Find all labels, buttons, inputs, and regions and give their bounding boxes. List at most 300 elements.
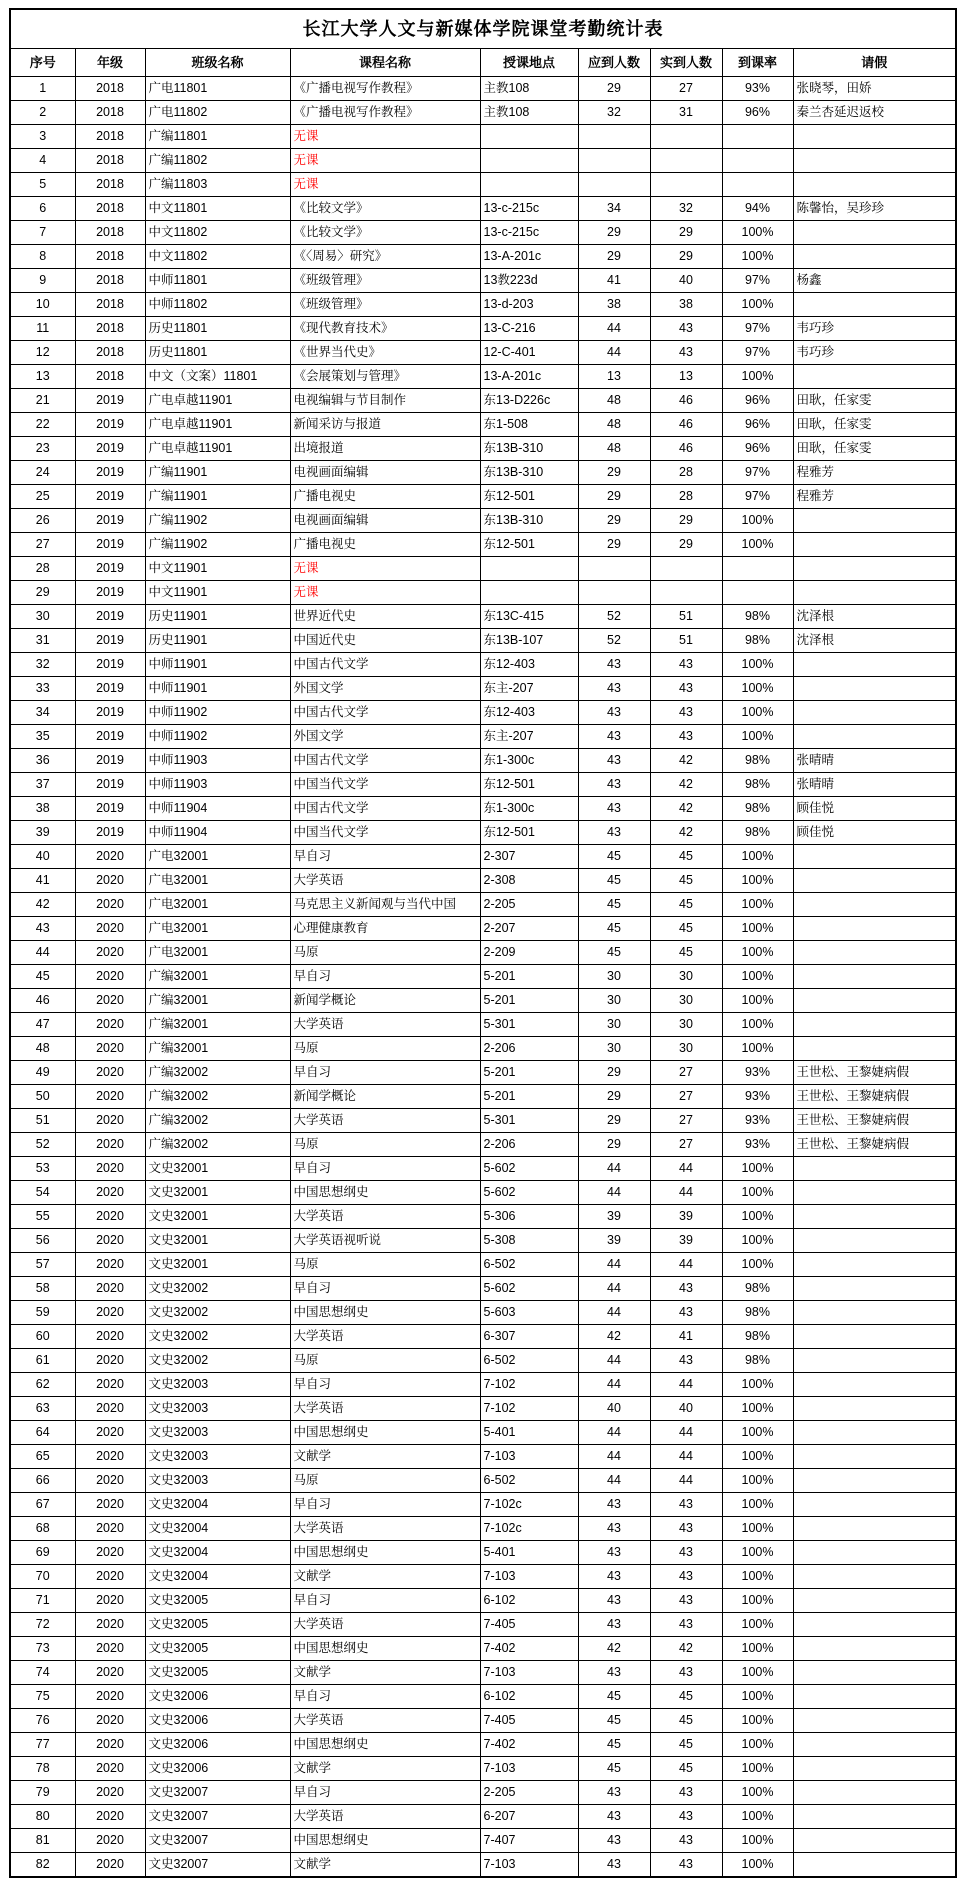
table-cell-index: 46 bbox=[10, 989, 75, 1013]
table-cell-course-name: 文献学 bbox=[290, 1661, 480, 1685]
table-cell-index: 73 bbox=[10, 1637, 75, 1661]
table-cell-course-name: 出境报道 bbox=[290, 437, 480, 461]
table-cell-leave bbox=[793, 1733, 956, 1757]
table-cell-expected-count: 43 bbox=[578, 773, 650, 797]
table-cell-index: 24 bbox=[10, 461, 75, 485]
table-cell-attendance-rate: 100% bbox=[722, 1517, 793, 1541]
table-cell-attendance-rate: 96% bbox=[722, 413, 793, 437]
table-cell-class-name: 文史32007 bbox=[145, 1781, 290, 1805]
attendance-sheet bbox=[9, 8, 957, 1878]
table-cell-attendance-rate: 100% bbox=[722, 1493, 793, 1517]
table-cell-attendance-rate: 100% bbox=[722, 701, 793, 725]
table-cell-grade: 2020 bbox=[75, 989, 145, 1013]
table-cell-index: 35 bbox=[10, 725, 75, 749]
table-cell-index: 39 bbox=[10, 821, 75, 845]
table-cell-leave bbox=[793, 941, 956, 965]
table-cell-leave: 秦兰杏延迟返校 bbox=[793, 101, 956, 125]
table-row bbox=[10, 461, 956, 485]
table-cell-location: 7-103 bbox=[480, 1853, 578, 1878]
table-cell-attendance-rate: 97% bbox=[722, 485, 793, 509]
table-cell-grade: 2018 bbox=[75, 317, 145, 341]
table-cell-course-name: 无课 bbox=[290, 125, 480, 149]
table-cell-location bbox=[480, 125, 578, 149]
table-cell-attendance-rate: 100% bbox=[722, 1637, 793, 1661]
table-cell-class-name: 广电32001 bbox=[145, 917, 290, 941]
table-cell-course-name: 电视编辑与节目制作 bbox=[290, 389, 480, 413]
table-cell-location: 5-301 bbox=[480, 1013, 578, 1037]
table-cell-location: 7-402 bbox=[480, 1733, 578, 1757]
table-cell-class-name: 文史32002 bbox=[145, 1325, 290, 1349]
table-cell-index: 10 bbox=[10, 293, 75, 317]
table-row bbox=[10, 1181, 956, 1205]
table-cell-course-name: 中国思想纲史 bbox=[290, 1301, 480, 1325]
table-cell-location: 5-201 bbox=[480, 965, 578, 989]
table-row bbox=[10, 1709, 956, 1733]
table-cell-class-name: 文史32006 bbox=[145, 1757, 290, 1781]
table-cell-course-name: 中国古代文学 bbox=[290, 653, 480, 677]
table-cell-attendance-rate: 93% bbox=[722, 1133, 793, 1157]
table-cell-grade: 2020 bbox=[75, 1421, 145, 1445]
table-cell-class-name: 文史32005 bbox=[145, 1661, 290, 1685]
table-cell-expected-count: 45 bbox=[578, 845, 650, 869]
table-cell-location bbox=[480, 581, 578, 605]
table-cell-actual-count: 43 bbox=[650, 1517, 722, 1541]
table-cell-grade: 2018 bbox=[75, 245, 145, 269]
table-cell-attendance-rate: 100% bbox=[722, 1709, 793, 1733]
table-cell-index: 44 bbox=[10, 941, 75, 965]
table-cell-attendance-rate: 100% bbox=[722, 1805, 793, 1829]
table-cell-course-name: 早自习 bbox=[290, 1493, 480, 1517]
table-cell-leave: 田耿，任家雯 bbox=[793, 413, 956, 437]
table-cell-attendance-rate: 100% bbox=[722, 1781, 793, 1805]
table-cell-attendance-rate: 100% bbox=[722, 1037, 793, 1061]
table-cell-actual-count: 29 bbox=[650, 221, 722, 245]
table-cell-index: 49 bbox=[10, 1061, 75, 1085]
table-cell-actual-count bbox=[650, 173, 722, 197]
table-cell-course-name: 马原 bbox=[290, 1133, 480, 1157]
table-cell-course-name: 中国思想纲史 bbox=[290, 1733, 480, 1757]
table-cell-course-name: 早自习 bbox=[290, 1061, 480, 1085]
table-cell-leave bbox=[793, 1469, 956, 1493]
table-cell-actual-count: 42 bbox=[650, 821, 722, 845]
table-cell-grade: 2019 bbox=[75, 533, 145, 557]
table-cell-index: 58 bbox=[10, 1277, 75, 1301]
table-cell-attendance-rate bbox=[722, 581, 793, 605]
table-cell-grade: 2018 bbox=[75, 173, 145, 197]
table-cell-grade: 2020 bbox=[75, 869, 145, 893]
table-cell-grade: 2020 bbox=[75, 1013, 145, 1037]
table-cell-class-name: 文史32002 bbox=[145, 1349, 290, 1373]
table-row bbox=[10, 485, 956, 509]
table-cell-grade: 2020 bbox=[75, 1397, 145, 1421]
table-row bbox=[10, 1541, 956, 1565]
table-cell-attendance-rate: 100% bbox=[722, 1661, 793, 1685]
table-cell-actual-count: 46 bbox=[650, 389, 722, 413]
table-cell-class-name: 广电11801 bbox=[145, 77, 290, 101]
table-cell-course-name: 马原 bbox=[290, 1253, 480, 1277]
table-row bbox=[10, 341, 956, 365]
table-cell-actual-count: 30 bbox=[650, 1013, 722, 1037]
table-cell-leave bbox=[793, 1589, 956, 1613]
table-cell-attendance-rate: 100% bbox=[722, 293, 793, 317]
table-row bbox=[10, 557, 956, 581]
table-cell-index: 59 bbox=[10, 1301, 75, 1325]
table-cell-expected-count: 43 bbox=[578, 701, 650, 725]
table-cell-expected-count: 39 bbox=[578, 1205, 650, 1229]
table-cell-course-name: 早自习 bbox=[290, 1277, 480, 1301]
table-cell-course-name: 早自习 bbox=[290, 1781, 480, 1805]
table-cell-expected-count: 43 bbox=[578, 1541, 650, 1565]
table-cell-index: 52 bbox=[10, 1133, 75, 1157]
table-cell-class-name: 广电32001 bbox=[145, 869, 290, 893]
table-cell-leave bbox=[793, 293, 956, 317]
table-cell-expected-count: 29 bbox=[578, 533, 650, 557]
table-cell-course-name: 《〈周易〉研究》 bbox=[290, 245, 480, 269]
table-cell-index: 61 bbox=[10, 1349, 75, 1373]
table-cell-attendance-rate: 100% bbox=[722, 1853, 793, 1878]
table-cell-index: 25 bbox=[10, 485, 75, 509]
column-header-class-name: 班级名称 bbox=[145, 49, 290, 77]
table-cell-grade: 2018 bbox=[75, 125, 145, 149]
table-cell-index: 6 bbox=[10, 197, 75, 221]
table-cell-leave bbox=[793, 581, 956, 605]
table-cell-index: 77 bbox=[10, 1733, 75, 1757]
table-cell-leave bbox=[793, 653, 956, 677]
table-cell-course-name: 大学英语 bbox=[290, 1517, 480, 1541]
table-cell-class-name: 文史32003 bbox=[145, 1469, 290, 1493]
table-cell-class-name: 文史32002 bbox=[145, 1277, 290, 1301]
table-cell-location: 7-103 bbox=[480, 1445, 578, 1469]
table-cell-expected-count: 48 bbox=[578, 389, 650, 413]
table-cell-location: 5-602 bbox=[480, 1181, 578, 1205]
table-cell-actual-count: 43 bbox=[650, 317, 722, 341]
table-cell-index: 30 bbox=[10, 605, 75, 629]
table-cell-location: 东1-508 bbox=[480, 413, 578, 437]
table-cell-actual-count: 44 bbox=[650, 1445, 722, 1469]
table-cell-expected-count: 30 bbox=[578, 1037, 650, 1061]
table-cell-leave bbox=[793, 245, 956, 269]
table-cell-grade: 2019 bbox=[75, 653, 145, 677]
table-cell-location: 7-407 bbox=[480, 1829, 578, 1853]
table-cell-grade: 2018 bbox=[75, 101, 145, 125]
table-cell-expected-count: 29 bbox=[578, 221, 650, 245]
table-cell-location: 6-307 bbox=[480, 1325, 578, 1349]
table-cell-attendance-rate: 100% bbox=[722, 221, 793, 245]
table-cell-grade: 2020 bbox=[75, 1109, 145, 1133]
table-cell-location: 7-103 bbox=[480, 1565, 578, 1589]
table-cell-actual-count: 28 bbox=[650, 461, 722, 485]
table-row bbox=[10, 197, 956, 221]
table-cell-expected-count: 38 bbox=[578, 293, 650, 317]
table-cell-actual-count: 29 bbox=[650, 533, 722, 557]
table-row bbox=[10, 629, 956, 653]
table-cell-index: 64 bbox=[10, 1421, 75, 1445]
table-cell-index: 4 bbox=[10, 149, 75, 173]
table-cell-leave bbox=[793, 1637, 956, 1661]
table-cell-actual-count: 43 bbox=[650, 1349, 722, 1373]
table-cell-actual-count: 27 bbox=[650, 1061, 722, 1085]
table-cell-actual-count: 31 bbox=[650, 101, 722, 125]
table-cell-leave bbox=[793, 173, 956, 197]
table-cell-actual-count: 43 bbox=[650, 1589, 722, 1613]
table-cell-class-name: 中师11802 bbox=[145, 293, 290, 317]
table-cell-leave: 杨鑫 bbox=[793, 269, 956, 293]
table-cell-attendance-rate: 100% bbox=[722, 869, 793, 893]
table-row bbox=[10, 1349, 956, 1373]
table-cell-grade: 2019 bbox=[75, 437, 145, 461]
table-cell-location: 5-401 bbox=[480, 1541, 578, 1565]
table-row bbox=[10, 1421, 956, 1445]
table-row bbox=[10, 1397, 956, 1421]
table-cell-actual-count: 44 bbox=[650, 1253, 722, 1277]
table-row bbox=[10, 533, 956, 557]
table-cell-grade: 2019 bbox=[75, 821, 145, 845]
table-cell-index: 60 bbox=[10, 1325, 75, 1349]
table-cell-expected-count bbox=[578, 149, 650, 173]
table-cell-leave bbox=[793, 1373, 956, 1397]
table-cell-course-name: 中国思想纲史 bbox=[290, 1829, 480, 1853]
table-cell-location: 主教108 bbox=[480, 101, 578, 125]
table-cell-class-name: 中师11901 bbox=[145, 653, 290, 677]
table-cell-actual-count: 41 bbox=[650, 1325, 722, 1349]
table-row bbox=[10, 821, 956, 845]
title-row bbox=[10, 9, 956, 49]
table-cell-actual-count: 43 bbox=[650, 701, 722, 725]
table-row bbox=[10, 653, 956, 677]
table-cell-course-name: 文献学 bbox=[290, 1445, 480, 1469]
table-cell-leave: 韦巧珍 bbox=[793, 317, 956, 341]
table-row bbox=[10, 1157, 956, 1181]
table-cell-location: 13-d-203 bbox=[480, 293, 578, 317]
table-row bbox=[10, 317, 956, 341]
table-cell-leave: 程雅芳 bbox=[793, 461, 956, 485]
table-cell-grade: 2018 bbox=[75, 149, 145, 173]
table-cell-actual-count: 29 bbox=[650, 245, 722, 269]
table-cell-class-name: 中文11801 bbox=[145, 197, 290, 221]
table-cell-attendance-rate: 93% bbox=[722, 1109, 793, 1133]
table-cell-leave: 程雅芳 bbox=[793, 485, 956, 509]
table-row bbox=[10, 797, 956, 821]
table-cell-attendance-rate: 93% bbox=[722, 77, 793, 101]
table-cell-grade: 2020 bbox=[75, 1685, 145, 1709]
column-header-grade: 年级 bbox=[75, 49, 145, 77]
table-cell-class-name: 中文（文案）11801 bbox=[145, 365, 290, 389]
table-cell-location: 13-c-215c bbox=[480, 197, 578, 221]
table-cell-course-name: 中国思想纲史 bbox=[290, 1421, 480, 1445]
table-cell-course-name: 早自习 bbox=[290, 1589, 480, 1613]
table-cell-leave bbox=[793, 869, 956, 893]
table-cell-actual-count: 46 bbox=[650, 413, 722, 437]
table-cell-course-name: 中国思想纲史 bbox=[290, 1541, 480, 1565]
table-cell-grade: 2019 bbox=[75, 389, 145, 413]
table-cell-course-name: 中国古代文学 bbox=[290, 701, 480, 725]
table-cell-actual-count: 30 bbox=[650, 989, 722, 1013]
table-cell-class-name: 中文11802 bbox=[145, 221, 290, 245]
table-cell-attendance-rate: 100% bbox=[722, 533, 793, 557]
table-cell-class-name: 中文11802 bbox=[145, 245, 290, 269]
table-cell-grade: 2020 bbox=[75, 845, 145, 869]
column-header-attendance-rate: 到课率 bbox=[722, 49, 793, 77]
table-cell-actual-count: 43 bbox=[650, 341, 722, 365]
table-cell-actual-count: 27 bbox=[650, 1109, 722, 1133]
table-cell-leave bbox=[793, 509, 956, 533]
table-cell-expected-count: 45 bbox=[578, 1733, 650, 1757]
table-cell-actual-count: 43 bbox=[650, 725, 722, 749]
table-cell-class-name: 广编32002 bbox=[145, 1085, 290, 1109]
table-cell-index: 55 bbox=[10, 1205, 75, 1229]
table-cell-expected-count: 29 bbox=[578, 461, 650, 485]
table-cell-actual-count: 43 bbox=[650, 653, 722, 677]
table-cell-course-name: 心理健康教育 bbox=[290, 917, 480, 941]
table-cell-location: 5-401 bbox=[480, 1421, 578, 1445]
table-cell-grade: 2019 bbox=[75, 581, 145, 605]
table-cell-expected-count: 43 bbox=[578, 653, 650, 677]
table-cell-location: 6-102 bbox=[480, 1685, 578, 1709]
table-cell-index: 7 bbox=[10, 221, 75, 245]
table-row bbox=[10, 125, 956, 149]
table-cell-course-name: 早自习 bbox=[290, 965, 480, 989]
table-cell-actual-count bbox=[650, 581, 722, 605]
table-cell-location: 东13-D226c bbox=[480, 389, 578, 413]
table-cell-location: 13-C-216 bbox=[480, 317, 578, 341]
table-cell-course-name: 广播电视史 bbox=[290, 485, 480, 509]
table-cell-attendance-rate: 100% bbox=[722, 1541, 793, 1565]
table-cell-leave: 王世松、王黎婕病假 bbox=[793, 1061, 956, 1085]
table-cell-location: 东13B-107 bbox=[480, 629, 578, 653]
table-cell-leave: 沈泽根 bbox=[793, 629, 956, 653]
table-cell-class-name: 文史32006 bbox=[145, 1709, 290, 1733]
table-cell-index: 66 bbox=[10, 1469, 75, 1493]
table-cell-class-name: 中师11902 bbox=[145, 701, 290, 725]
table-cell-leave bbox=[793, 1397, 956, 1421]
table-cell-location: 5-602 bbox=[480, 1157, 578, 1181]
table-cell-actual-count: 42 bbox=[650, 1637, 722, 1661]
table-cell-class-name: 中师11904 bbox=[145, 797, 290, 821]
table-cell-course-name: 世界近代史 bbox=[290, 605, 480, 629]
table-cell-index: 53 bbox=[10, 1157, 75, 1181]
table-cell-grade: 2020 bbox=[75, 1373, 145, 1397]
table-cell-course-name: 早自习 bbox=[290, 1157, 480, 1181]
table-cell-expected-count: 44 bbox=[578, 317, 650, 341]
table-cell-leave bbox=[793, 989, 956, 1013]
table-cell-attendance-rate: 100% bbox=[722, 1613, 793, 1637]
table-cell-grade: 2020 bbox=[75, 965, 145, 989]
table-cell-location: 12-C-401 bbox=[480, 341, 578, 365]
table-cell-course-name: 马原 bbox=[290, 941, 480, 965]
table-cell-location bbox=[480, 557, 578, 581]
table-row bbox=[10, 1037, 956, 1061]
table-cell-attendance-rate: 100% bbox=[722, 1157, 793, 1181]
table-cell-actual-count: 45 bbox=[650, 869, 722, 893]
table-cell-course-name: 《世界当代史》 bbox=[290, 341, 480, 365]
table-cell-grade: 2019 bbox=[75, 749, 145, 773]
table-row bbox=[10, 677, 956, 701]
table-cell-course-name: 中国思想纲史 bbox=[290, 1637, 480, 1661]
table-cell-class-name: 中师11902 bbox=[145, 725, 290, 749]
table-cell-grade: 2020 bbox=[75, 1349, 145, 1373]
table-cell-attendance-rate: 100% bbox=[722, 941, 793, 965]
table-cell-expected-count: 29 bbox=[578, 509, 650, 533]
table-cell-grade: 2019 bbox=[75, 797, 145, 821]
table-cell-course-name: 《比较文学》 bbox=[290, 221, 480, 245]
table-cell-leave bbox=[793, 677, 956, 701]
table-cell-actual-count: 43 bbox=[650, 1661, 722, 1685]
table-cell-attendance-rate: 100% bbox=[722, 1469, 793, 1493]
table-row bbox=[10, 749, 956, 773]
table-cell-course-name: 中国古代文学 bbox=[290, 749, 480, 773]
table-cell-expected-count: 52 bbox=[578, 605, 650, 629]
table-cell-index: 31 bbox=[10, 629, 75, 653]
table-cell-index: 2 bbox=[10, 101, 75, 125]
table-cell-index: 80 bbox=[10, 1805, 75, 1829]
table-cell-class-name: 广编11902 bbox=[145, 533, 290, 557]
table-cell-class-name: 广编32001 bbox=[145, 989, 290, 1013]
table-cell-attendance-rate: 100% bbox=[722, 965, 793, 989]
table-cell-grade: 2019 bbox=[75, 629, 145, 653]
table-cell-location: 7-102c bbox=[480, 1517, 578, 1541]
table-cell-course-name: 《会展策划与管理》 bbox=[290, 365, 480, 389]
table-cell-leave bbox=[793, 1301, 956, 1325]
table-cell-location: 6-102 bbox=[480, 1589, 578, 1613]
table-cell-expected-count bbox=[578, 581, 650, 605]
table-cell-expected-count bbox=[578, 173, 650, 197]
table-cell-index: 42 bbox=[10, 893, 75, 917]
table-cell-actual-count: 45 bbox=[650, 917, 722, 941]
table-cell-expected-count: 43 bbox=[578, 1493, 650, 1517]
table-cell-index: 8 bbox=[10, 245, 75, 269]
table-cell-expected-count: 44 bbox=[578, 1445, 650, 1469]
table-row bbox=[10, 1469, 956, 1493]
table-cell-index: 3 bbox=[10, 125, 75, 149]
table-cell-class-name: 文史32006 bbox=[145, 1733, 290, 1757]
table-cell-actual-count: 40 bbox=[650, 269, 722, 293]
table-cell-index: 56 bbox=[10, 1229, 75, 1253]
table-cell-leave bbox=[793, 557, 956, 581]
table-row bbox=[10, 173, 956, 197]
table-cell-grade: 2020 bbox=[75, 1445, 145, 1469]
table-cell-attendance-rate: 98% bbox=[722, 629, 793, 653]
table-cell-expected-count: 43 bbox=[578, 1517, 650, 1541]
table-cell-index: 54 bbox=[10, 1181, 75, 1205]
table-cell-course-name: 《现代教育技术》 bbox=[290, 317, 480, 341]
table-cell-actual-count bbox=[650, 557, 722, 581]
table-cell-location: 13-A-201c bbox=[480, 245, 578, 269]
table-row bbox=[10, 1133, 956, 1157]
table-cell-attendance-rate: 100% bbox=[722, 677, 793, 701]
table-cell-leave bbox=[793, 1829, 956, 1853]
table-cell-actual-count: 43 bbox=[650, 677, 722, 701]
table-cell-expected-count: 45 bbox=[578, 1685, 650, 1709]
table-cell-class-name: 历史11801 bbox=[145, 341, 290, 365]
table-row bbox=[10, 1517, 956, 1541]
table-cell-actual-count: 43 bbox=[650, 1853, 722, 1878]
table-cell-grade: 2020 bbox=[75, 1541, 145, 1565]
table-cell-attendance-rate: 98% bbox=[722, 773, 793, 797]
table-cell-attendance-rate: 93% bbox=[722, 1085, 793, 1109]
table-cell-attendance-rate: 100% bbox=[722, 1445, 793, 1469]
table-cell-course-name: 《班级管理》 bbox=[290, 269, 480, 293]
table-cell-actual-count: 42 bbox=[650, 773, 722, 797]
table-row bbox=[10, 845, 956, 869]
column-header-leave: 请假 bbox=[793, 49, 956, 77]
table-cell-leave bbox=[793, 1229, 956, 1253]
table-cell-location: 7-103 bbox=[480, 1661, 578, 1685]
table-cell-actual-count: 43 bbox=[650, 1829, 722, 1853]
table-cell-index: 62 bbox=[10, 1373, 75, 1397]
table-row bbox=[10, 1277, 956, 1301]
table-cell-index: 68 bbox=[10, 1517, 75, 1541]
table-cell-expected-count: 43 bbox=[578, 749, 650, 773]
